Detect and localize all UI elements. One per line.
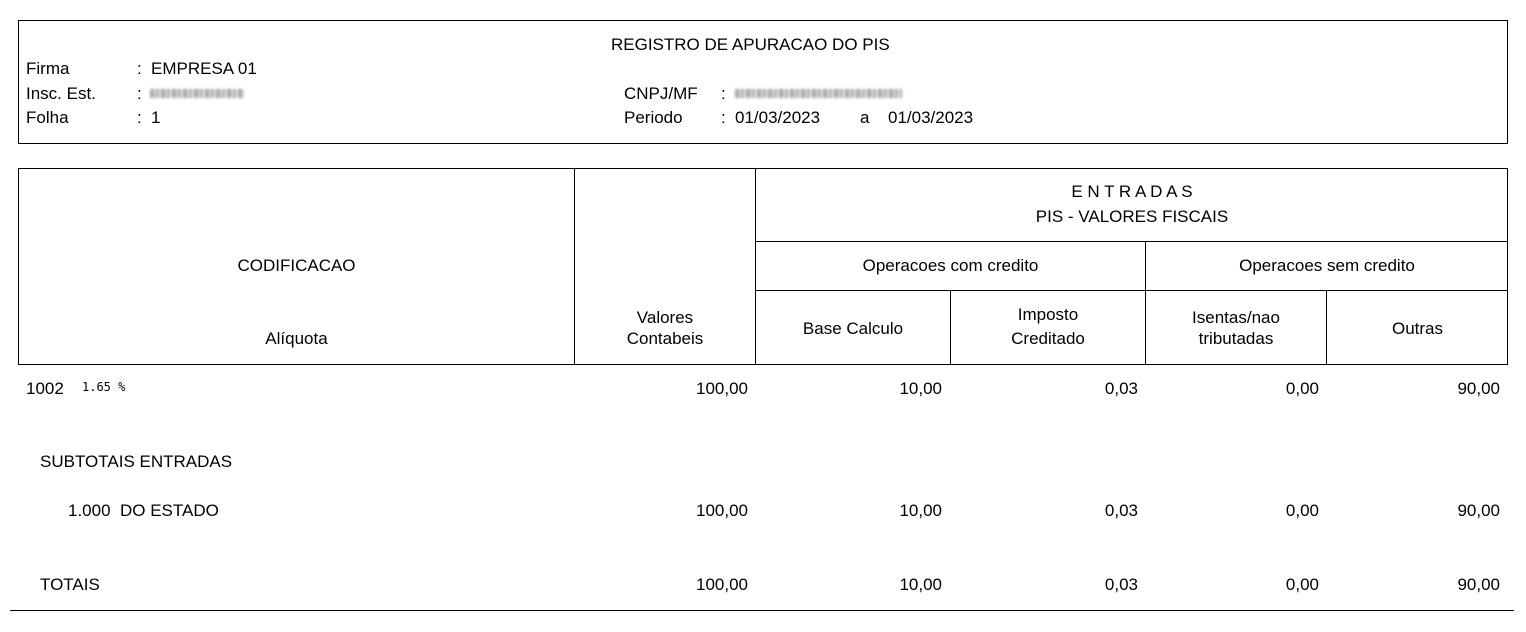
totais-outras: 90,00 (1457, 575, 1500, 594)
row-outras: 90,00 (1457, 379, 1500, 398)
row-code: 1002 (26, 379, 64, 398)
folha-value: 1 (151, 108, 161, 127)
divider-operacoes (755, 290, 1508, 291)
firma-colon: : (137, 59, 142, 78)
totais-valores-contabeis: 100,00 (696, 575, 748, 594)
firma-label: Firma (26, 59, 70, 78)
imposto-heading-line2: Creditado (1011, 329, 1085, 348)
totais-base-calculo: 10,00 (899, 575, 942, 594)
cnpj-redacted (735, 89, 902, 98)
subtotal-imposto-creditado: 0,03 (1104, 501, 1138, 520)
periodo-colon: : (721, 108, 726, 127)
codificacao-heading: CODIFICACAO (237, 256, 356, 275)
report-title: REGISTRO DE APURACAO DO PIS (611, 35, 890, 54)
pis-valores-heading: PIS - VALORES FISCAIS (1035, 207, 1229, 226)
totais-label: TOTAIS (40, 575, 100, 594)
insc-est-colon: : (137, 84, 142, 103)
periodo-separator: a (860, 108, 870, 127)
subtotal-base-calculo: 10,00 (899, 501, 942, 520)
periodo-start: 01/03/2023 (735, 108, 821, 127)
valores-heading-line1: Valores (636, 308, 694, 327)
isentas-heading-line1: Isentas/nao (1192, 308, 1280, 327)
op-sem-credito-heading: Operacoes sem credito (1239, 256, 1415, 275)
op-com-credito-heading: Operacoes com credito (862, 256, 1039, 275)
row-base-calculo: 10,00 (899, 379, 942, 398)
cnpj-colon: : (721, 84, 726, 103)
isentas-heading-line2: tributadas (1198, 329, 1274, 348)
insc-est-redacted (150, 89, 244, 98)
row-aliquota: 1.65 % (82, 380, 126, 394)
firma-value: EMPRESA 01 (151, 59, 257, 78)
cnpj-label: CNPJ/MF (624, 84, 698, 103)
folha-label: Folha (26, 108, 69, 127)
totais-imposto-creditado: 0,03 (1104, 575, 1138, 594)
subtotal-outras: 90,00 (1457, 501, 1500, 520)
divider-base-imposto (950, 290, 951, 365)
subtotal-valores-contabeis: 100,00 (696, 501, 748, 520)
row-valores-contabeis: 100,00 (696, 379, 748, 398)
base-calculo-heading: Base Calculo (802, 319, 904, 338)
subtotal-isentas: 0,00 (1285, 501, 1319, 520)
folha-colon: : (137, 108, 142, 127)
row-isentas: 0,00 (1285, 379, 1319, 398)
valores-heading-line2: Contabeis (626, 329, 704, 348)
divider-entradas (755, 241, 1508, 242)
imposto-heading-line1: Imposto (1017, 305, 1079, 324)
outras-heading: Outras (1391, 319, 1444, 338)
aliquota-heading: Alíquota (265, 329, 328, 348)
periodo-end: 01/03/2023 (888, 108, 974, 127)
periodo-label: Periodo (624, 108, 683, 127)
subtotal-label: 1.000 DO ESTADO (68, 501, 219, 520)
entradas-heading: E N T R A D A S (1071, 182, 1193, 201)
row-imposto-creditado: 0,03 (1104, 379, 1138, 398)
subtotais-heading: SUBTOTAIS ENTRADAS (40, 452, 233, 471)
insc-est-label: Insc. Est. (26, 84, 96, 103)
totais-isentas: 0,00 (1285, 575, 1319, 594)
bottom-rule (10, 610, 1514, 611)
